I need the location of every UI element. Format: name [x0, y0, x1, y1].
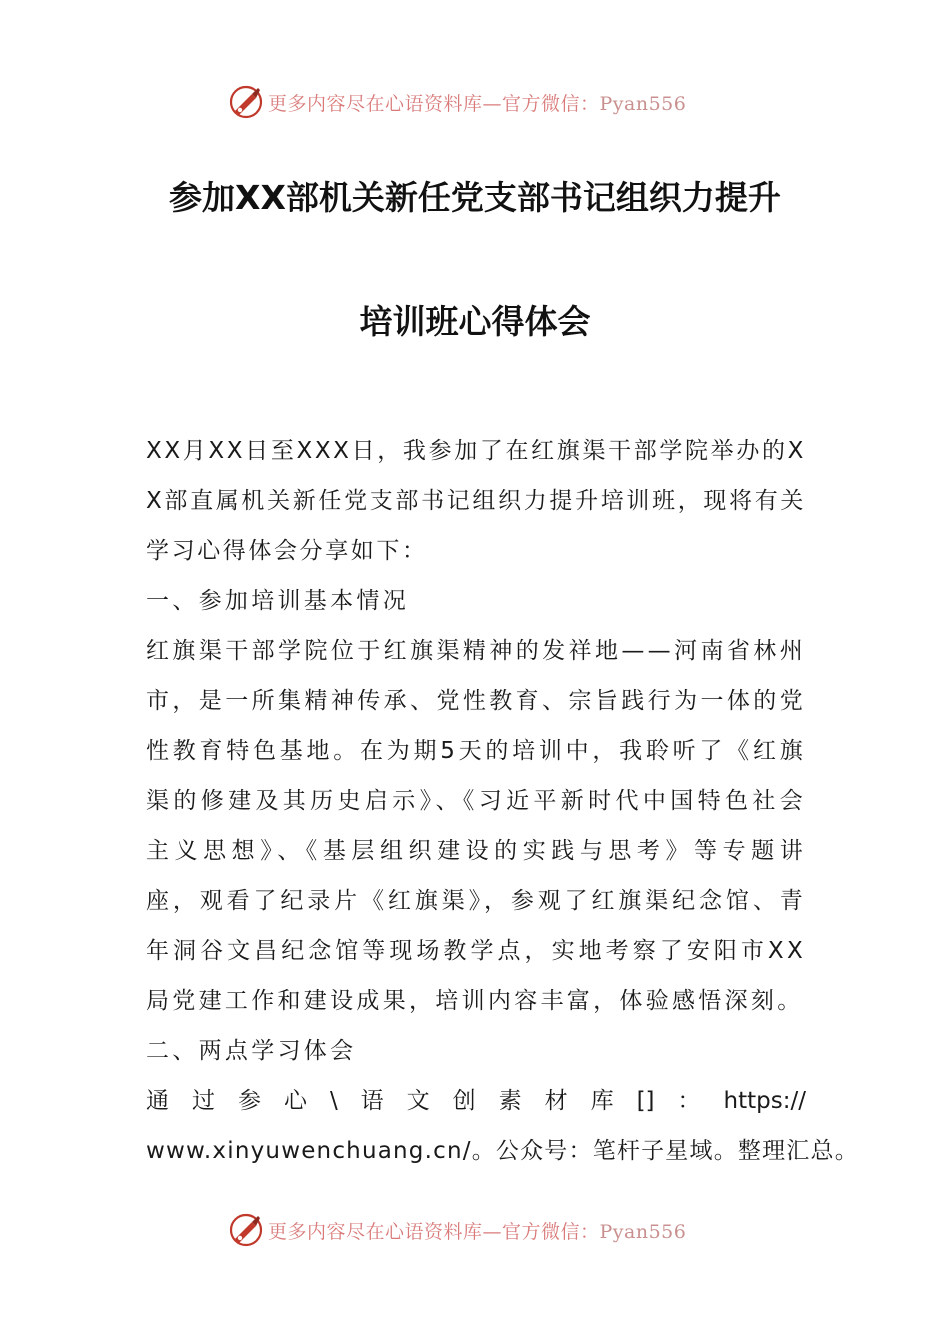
section-heading-1: 一、参加培训基本情况: [146, 588, 409, 614]
source-note-line: [146, 1076, 806, 1126]
pen-nib-logo-icon: [228, 84, 264, 120]
watermark-text: 更多内容尽在心语资料库—官方微信：Pyan556: [268, 92, 687, 115]
source-char: \: [329, 1088, 338, 1114]
source-char: 创: [452, 1088, 476, 1114]
source-char: ：: [677, 1088, 701, 1114]
pen-nib-logo-icon: [228, 1212, 264, 1248]
document-body: [146, 426, 859, 1176]
source-char: []: [636, 1088, 655, 1114]
source-char: 素: [498, 1088, 522, 1114]
source-url-line[interactable]: www.xinyuwenchuang.cn/。公众号：笔杆子星域。整理汇总。: [146, 1138, 859, 1164]
source-char: 材: [544, 1088, 568, 1114]
intro-paragraph: XX月XX日至XXX日，我参加了在红旗渠干部学院举办的XX部直属机关新任党支部书记组织力提升培训班，现将有关学习心得体会分享如下：: [146, 438, 806, 564]
source-char: 过: [191, 1088, 215, 1114]
source-url-prefix[interactable]: https://: [723, 1088, 806, 1114]
source-char: 参: [237, 1088, 261, 1114]
source-char: 库: [590, 1088, 614, 1114]
source-char: 语: [360, 1088, 384, 1114]
source-char: 通: [146, 1088, 169, 1114]
section-1-paragraph: 红旗渠干部学院位于红旗渠精神的发祥地——河南省林州市，是一所集精神传承、党性教育、宗旨践行为一体的党性教育特色基地。在为期5天的培训中，我聆听了《红旗渠的修建及其历史启示》、《习近平新时代中国特色社会主义思想》、《基层组织建设的实践与思考》等专题讲座，观看了纪录片《红旗渠》，参观了红旗渠纪念馆、青年洞谷文昌纪念馆等现场教学点，实地考察了安阳市XX局党建工作和建设成果，培训内容丰富，体验感悟深刻。: [146, 638, 806, 1014]
watermark-banner-bottom: [0, 1210, 950, 1250]
section-heading-2: 二、两点学习体会: [146, 1038, 357, 1064]
document-title-line-1: 参加XX部机关新任党支部书记组织力提升: [169, 178, 781, 217]
source-char: 文: [406, 1088, 430, 1114]
watermark-text: 更多内容尽在心语资料库—官方微信：Pyan556: [268, 1220, 687, 1243]
source-char: 心: [283, 1088, 307, 1114]
document-title-line-2: 培训班心得体会: [359, 302, 591, 341]
watermark-banner-top: [0, 82, 950, 122]
